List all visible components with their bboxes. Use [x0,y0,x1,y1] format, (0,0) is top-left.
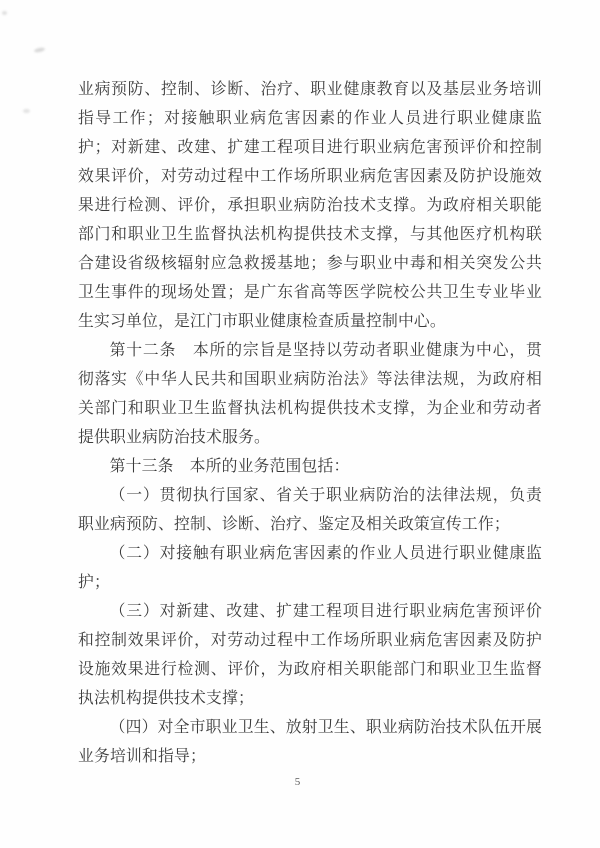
text-line: 生实习单位，是江门市职业健康检查质量控制中心。 [78,313,446,330]
text-line: 执法机构提供技术支撑； [78,690,254,707]
text-line: 业务培训和指导； [78,748,206,765]
text-line: 彻落实《中华人民共和国职业病防治法》等法律法规，为政府相 [78,371,542,388]
text-line: 部门和职业卫生监督执法机构提供技术支撑，与其他医疗机构联 [78,226,542,243]
text-line: （四）对全市职业卫生、放射卫生、职业病防治技术队伍开展 [109,719,542,736]
text-line: 业病预防、控制、诊断、治疗、职业健康教育以及基层业务培训 [78,81,542,98]
text-line: 提供职业病防治技术服务。 [78,429,270,446]
text-line: 关部门和职业卫生监督执法机构提供技术支撑，为企业和劳动者 [78,400,542,417]
text-line: （三）对新建、改建、扩建工程项目进行职业病危害预评价 [109,603,542,620]
text-line: 效果评价，对劳动过程中工作场所职业病危害因素及防护设施效 [78,168,542,185]
text-line: 护；对新建、改建、扩建工程项目进行职业病危害预评价和控制 [78,139,542,156]
scan-artifact [2,11,7,15]
scan-artifact [34,47,46,53]
text-line: 职业病预防、控制、诊断、治疗、鉴定及相关政策宣传工作； [78,516,510,533]
text-line: 设施效果进行检测、评价，为政府相关职能部门和职业卫生监督 [78,661,542,678]
text-line: （二）对接触有职业病危害因素的作业人员进行职业健康监 [109,545,542,562]
text-line: 指导工作；对接触职业病危害因素的作业人员进行职业健康监 [78,110,542,127]
document-body-text [78,75,542,771]
scan-artifact [23,109,30,113]
text-line: 护； [78,574,110,591]
text-line: 合建设省级核辐射应急救援基地；参与职业中毒和相关突发公共 [78,255,542,272]
page-number: 5 [294,776,302,788]
text-line: 卫生事件的现场处置；是广东省高等医学院校公共卫生专业毕业 [78,284,542,301]
text-line: （一）贯彻执行国家、省关于职业病防治的法律法规，负责 [109,487,542,504]
text-line: 果进行检测、评价，承担职业病防治技术支撑。为政府相关职能 [78,197,542,214]
text-line: 第十三条 本所的业务范围包括： [109,458,350,475]
text-line: 第十二条 本所的宗旨是坚持以劳动者职业健康为中心，贯 [109,342,542,359]
text-line: 和控制效果评价，对劳动过程中工作场所职业病危害因素及防护 [78,632,542,649]
